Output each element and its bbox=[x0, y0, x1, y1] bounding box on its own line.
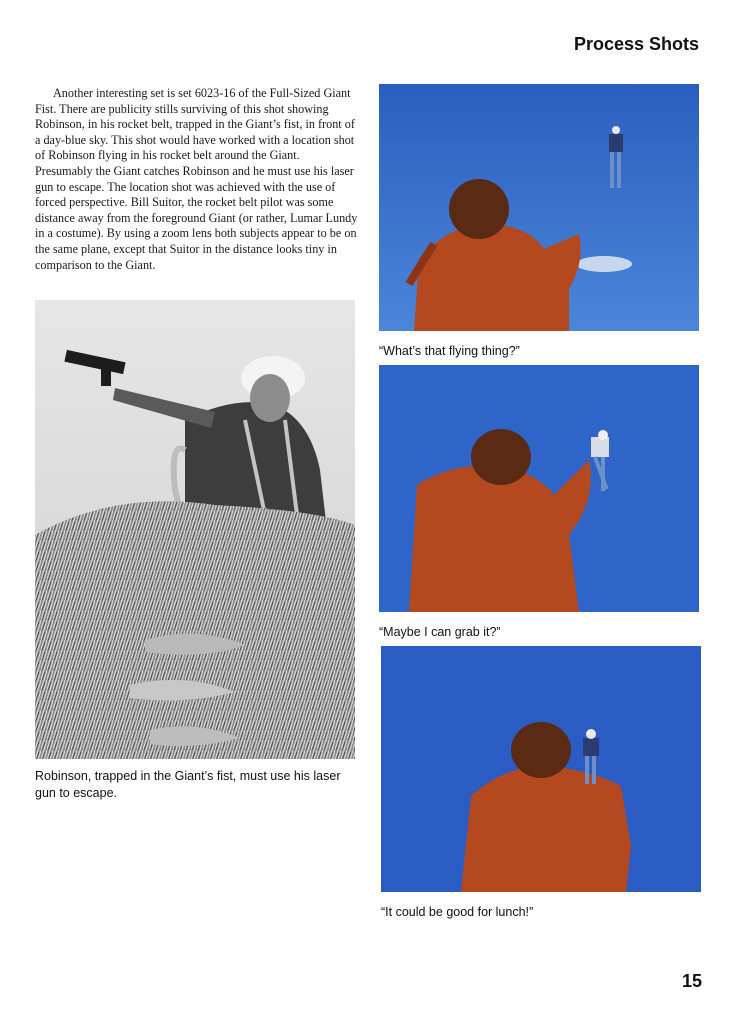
color-photo-frame-2 bbox=[379, 365, 699, 612]
article-paragraph: Another interesting set is set 6023-16 of the Full-Sized Giant Fist. There are publicity stills surviving of this shot showing Robinson, in his rocket belt, trapped in the Giant’s fist, in front of a day-blue sky. This shot would have worked with a location shot of Robinson flying in his rocket belt around the Giant. Presumably the Giant catches Robinson and he must use his laser gun to escape. The location shot was achieved with the use of forced perspective. Bill Suitor, the rocket belt pilot was some distance away from the foreground Giant (or rather, Lumar Lundy in a costume). By using a zoom lens both subjects appear to be on the same plane, except that Suitor in the distance looks tiny in comparison to the Giant. bbox=[35, 86, 358, 272]
frame-2-illustration bbox=[379, 365, 699, 612]
color-photo-frame-1 bbox=[379, 84, 699, 331]
bw-photo-robinson-in-fist bbox=[35, 300, 355, 759]
frame-2-caption: “Maybe I can grab it?” bbox=[379, 625, 501, 639]
frame-1-caption: “What’s that flying thing?” bbox=[379, 344, 520, 358]
bw-photo-illustration bbox=[35, 300, 355, 759]
frame-1-illustration bbox=[379, 84, 699, 331]
page-section-title: Process Shots bbox=[573, 34, 699, 54]
bw-photo-caption: Robinson, trapped in the Giant’s fist, must use his laser gun to escape. bbox=[35, 769, 341, 800]
frame-3-caption: “It could be good for lunch!” bbox=[381, 905, 534, 919]
page-number: 15 bbox=[681, 971, 702, 991]
color-photo-frame-3 bbox=[381, 646, 701, 892]
frame-3-illustration bbox=[381, 646, 701, 892]
